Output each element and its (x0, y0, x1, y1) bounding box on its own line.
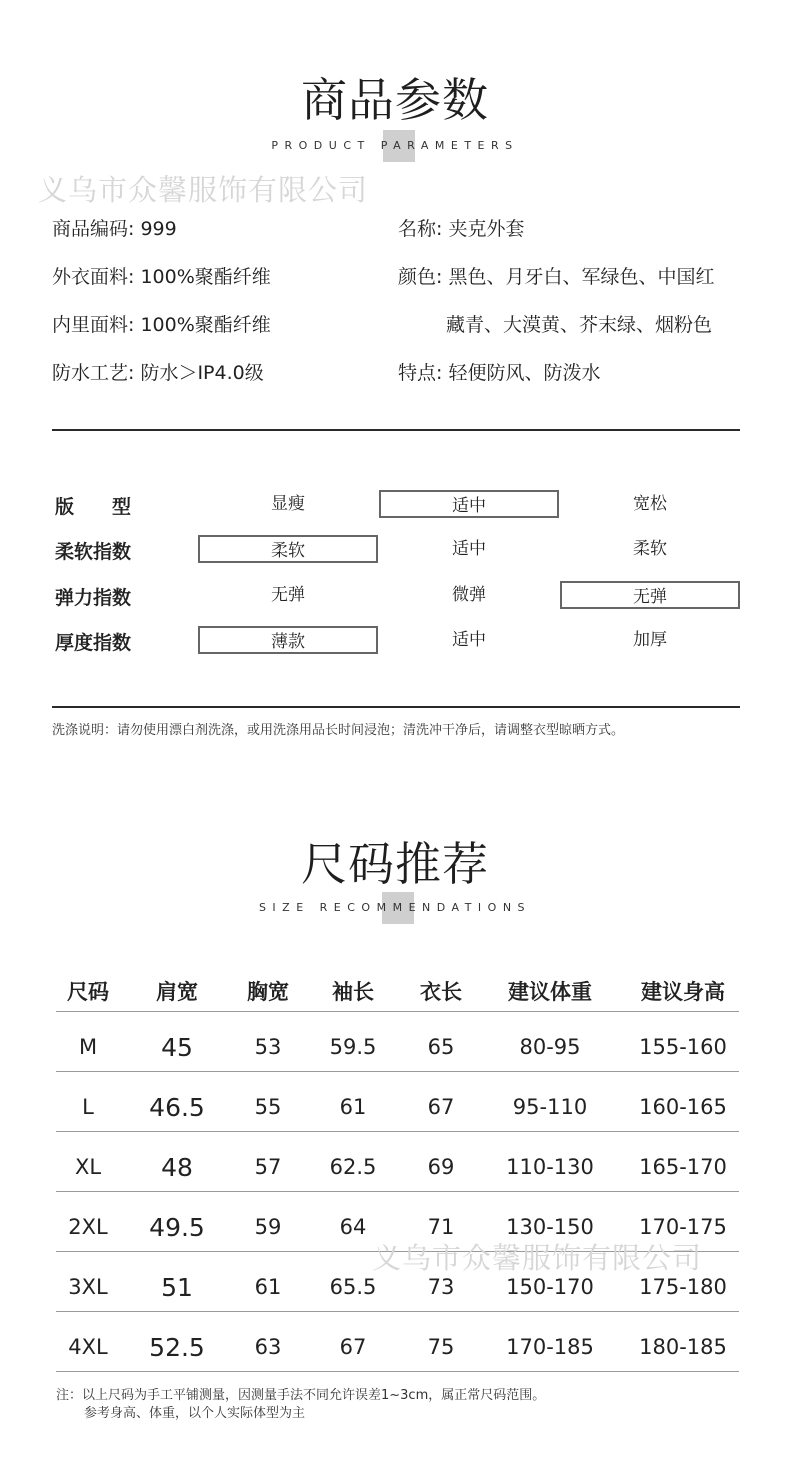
table-cell: 61 (254, 1275, 282, 1299)
table-cell: 130-150 (506, 1215, 594, 1239)
grid-label: 弹力指数 (55, 587, 132, 609)
grid-option: 微弹 (452, 585, 486, 605)
table-header-cell: 肩宽 (156, 980, 198, 1004)
grid-label: 厚度指数 (55, 632, 132, 654)
grid-option: 柔软 (633, 539, 667, 559)
grid-option-selected: 无弹 (560, 581, 740, 609)
grid-label: 版 型 (55, 496, 132, 518)
table-cell: 64 (339, 1215, 367, 1239)
size-note-2: 参考身高、体重，以个人实际体型为主 (84, 1406, 306, 1421)
watermark-top: 义乌市众馨服饰有限公司 (38, 173, 369, 207)
grid-option-selected: 柔软 (198, 535, 378, 563)
size-label-cell: 4XL (68, 1335, 108, 1359)
table-cell: 95-110 (512, 1095, 588, 1119)
param-name: 名称: 夹克外套 (398, 218, 525, 240)
size-label-cell: XL (74, 1155, 102, 1179)
table-cell: 49.5 (149, 1213, 205, 1242)
table-cell: 57 (254, 1155, 282, 1179)
param-outer-fabric: 外衣面料: 100%聚酯纤维 (52, 266, 271, 288)
table-cell: 59 (254, 1215, 282, 1239)
param-code: 商品编码: 999 (52, 218, 177, 240)
size-label-cell: 2XL (68, 1215, 108, 1239)
table-cell: 52.5 (149, 1333, 205, 1362)
table-cell: 180-185 (639, 1335, 727, 1359)
table-cell: 65 (427, 1035, 455, 1059)
table-header-cell: 衣长 (420, 980, 462, 1004)
table-cell: 80-95 (519, 1035, 581, 1059)
table-header-cell: 建议身高 (641, 980, 725, 1004)
grid-option: 宽松 (633, 494, 667, 514)
param-colors: 颜色: 黑色、月牙白、军绿色、中国红 (398, 266, 715, 288)
table-cell: 155-160 (639, 1035, 727, 1059)
table-cell: 59.5 (329, 1035, 377, 1059)
table-cell: 69 (427, 1155, 455, 1179)
size-label-cell: 3XL (68, 1275, 108, 1299)
table-cell: 62.5 (329, 1155, 377, 1179)
size-title: 尺码推荐 (301, 837, 489, 891)
table-row-divider (56, 1371, 739, 1372)
table-row-divider (56, 1131, 739, 1132)
table-cell: 175-180 (639, 1275, 727, 1299)
param-features: 特点: 轻便防风、防泼水 (398, 362, 601, 384)
table-cell: 170-175 (639, 1215, 727, 1239)
table-cell: 46.5 (149, 1093, 205, 1122)
table-cell: 160-165 (639, 1095, 727, 1119)
params-title: 商品参数 (301, 73, 489, 127)
grid-option: 加厚 (633, 630, 667, 650)
table-row-divider (56, 1011, 739, 1012)
grid-option-selected: 适中 (379, 490, 559, 518)
grid-label: 柔软指数 (55, 541, 132, 563)
param-colors-cont: 藏青、大漠黄、芥末绿、烟粉色 (446, 314, 713, 336)
grid-option: 适中 (452, 539, 486, 559)
watermark-bottom: 义乌市众馨服饰有限公司 (372, 1241, 703, 1275)
table-header-cell: 袖长 (332, 980, 374, 1004)
grid-option: 适中 (452, 630, 486, 650)
table-cell: 71 (427, 1215, 455, 1239)
table-header-cell: 尺码 (67, 980, 109, 1004)
grid-option: 无弹 (271, 585, 305, 605)
grid-option-selected: 薄款 (198, 626, 378, 654)
table-cell: 65.5 (329, 1275, 377, 1299)
table-header-cell: 建议体重 (508, 980, 592, 1004)
size-label-cell: L (82, 1095, 94, 1119)
size-note-1: 注：以上尺码为手工平铺测量，因测量手法不同允许误差1~3cm，属正常尺码范围。 (56, 1388, 546, 1403)
table-cell: 45 (161, 1033, 193, 1062)
size-label-cell: M (78, 1035, 98, 1059)
table-cell: 150-170 (506, 1275, 594, 1299)
table-cell: 67 (427, 1095, 455, 1119)
table-cell: 73 (427, 1275, 455, 1299)
table-cell: 170-185 (506, 1335, 594, 1359)
table-cell: 48 (161, 1153, 193, 1182)
params-subtitle: PRODUCT PARAMETERS (271, 139, 519, 152)
table-cell: 110-130 (506, 1155, 594, 1179)
table-cell: 61 (339, 1095, 367, 1119)
wash-note: 洗涤说明：请勿使用漂白剂洗涤，或用洗涤用品长时间浸泡；清洗冲干净后，请调整衣型晾晒方式。 (52, 723, 625, 738)
divider (52, 429, 740, 431)
table-row-divider (56, 1311, 739, 1312)
table-cell: 63 (254, 1335, 282, 1359)
param-inner-fabric: 内里面料: 100%聚酯纤维 (52, 314, 271, 336)
table-cell: 51 (161, 1273, 193, 1302)
table-cell: 53 (254, 1035, 282, 1059)
param-waterproof: 防水工艺: 防水＞IP4.0级 (52, 362, 264, 384)
table-header-cell: 胸宽 (247, 980, 289, 1004)
table-cell: 75 (427, 1335, 455, 1359)
table-row-divider (56, 1071, 739, 1072)
table-cell: 55 (254, 1095, 282, 1119)
grid-option: 显瘦 (271, 494, 305, 514)
divider (52, 706, 740, 708)
table-cell: 67 (339, 1335, 367, 1359)
table-row-divider (56, 1191, 739, 1192)
table-cell: 165-170 (639, 1155, 727, 1179)
size-subtitle: SIZE RECOMMENDATIONS (258, 901, 532, 914)
